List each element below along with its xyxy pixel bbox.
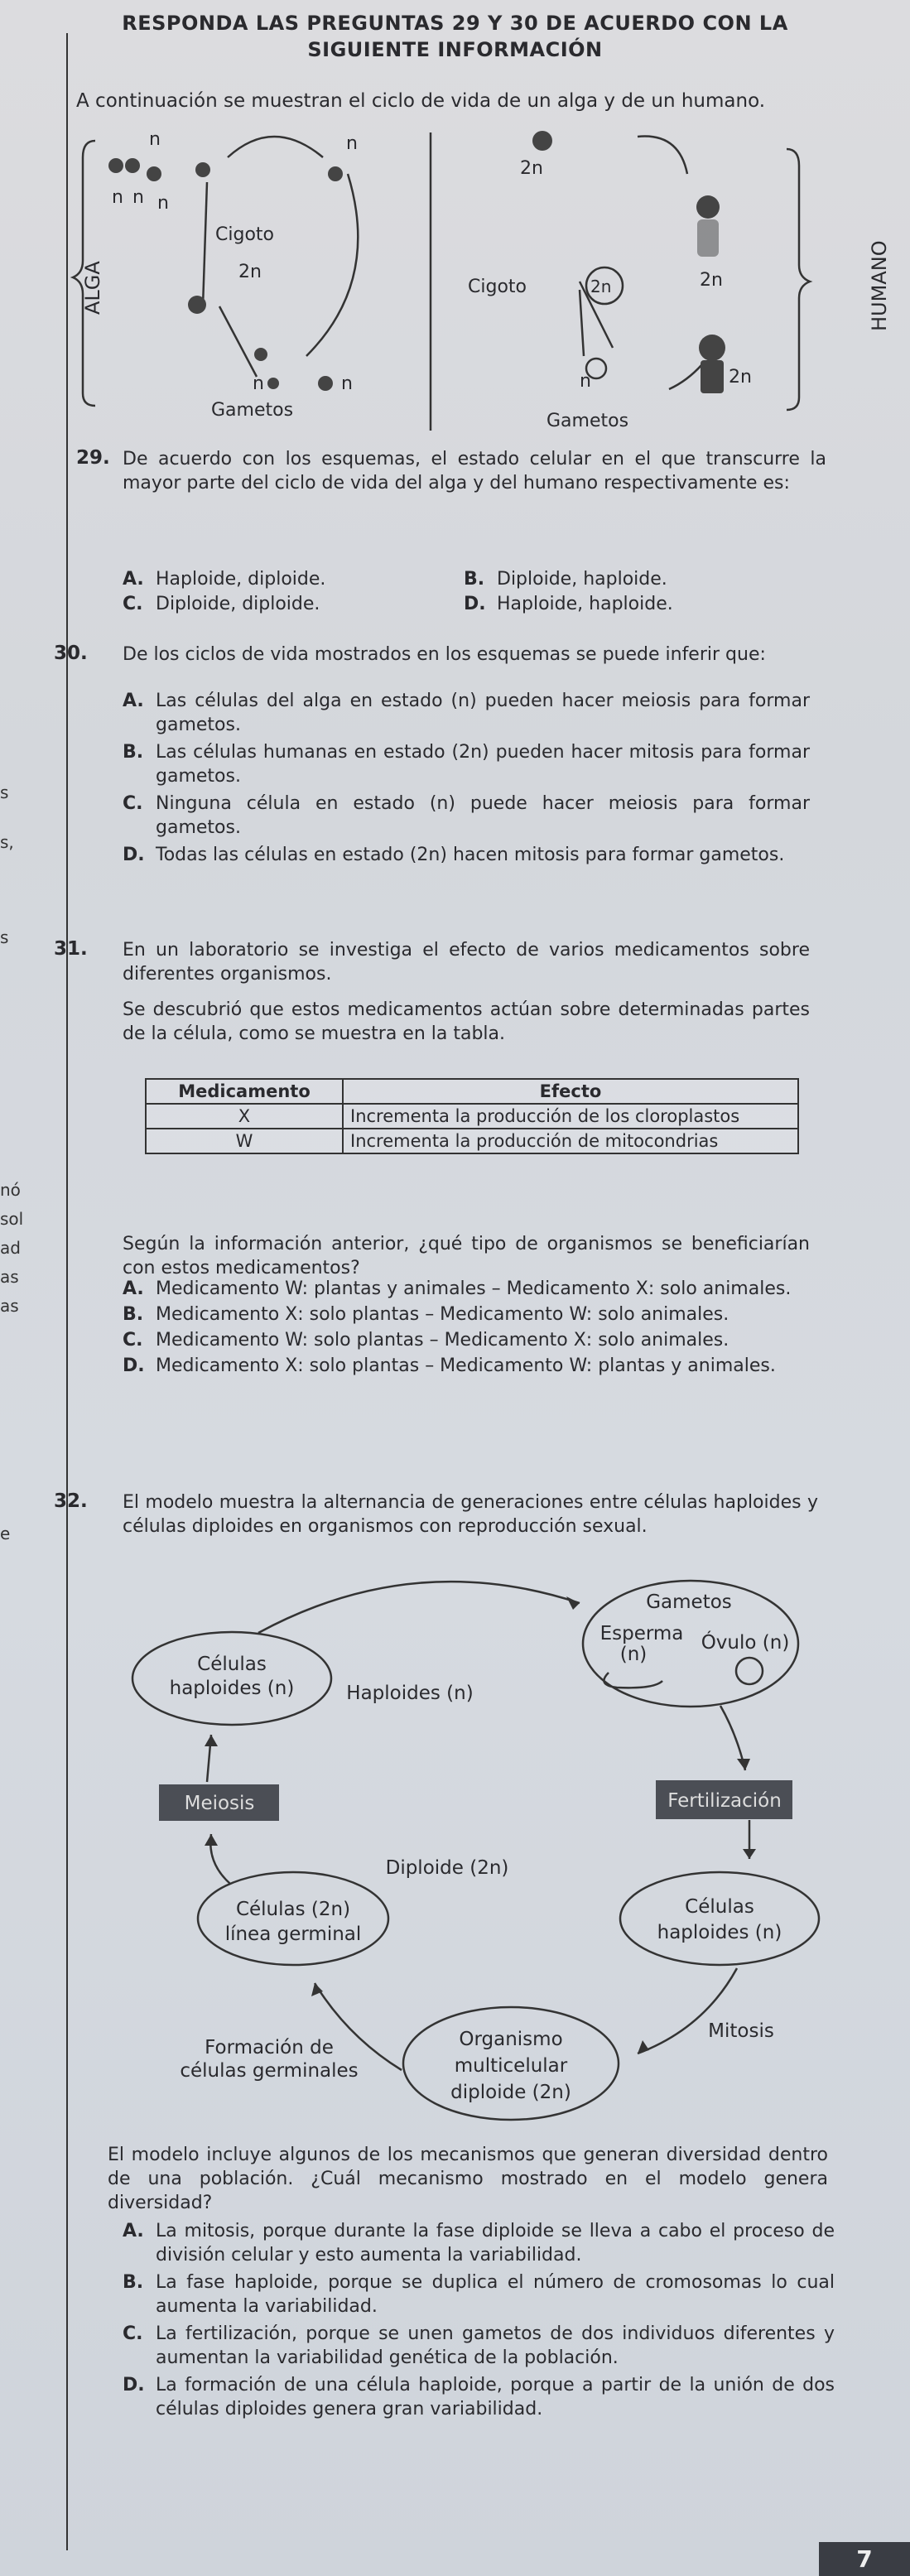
margin-fragment: nó bbox=[0, 1180, 21, 1200]
svg-text:Formación de: Formación de bbox=[205, 2037, 334, 2058]
svg-text:2n: 2n bbox=[700, 270, 723, 291]
alga-gametes-label: Gametos bbox=[211, 400, 294, 421]
q29-option-d[interactable]: D. Haploide, haploide. bbox=[464, 594, 673, 614]
q29-text: De acuerdo con los esquemas, el estado celular en el que transcurre la mayor parte del ciclo de vida del alga y del humano respectivamente es: bbox=[123, 449, 826, 494]
svg-text:haploides (n): haploides (n) bbox=[657, 1922, 782, 1943]
table-header: Efecto bbox=[343, 1079, 798, 1104]
q32-text: El modelo muestra la alternancia de generaciones entre células haploides y células diploides en organismos con reproducción sexual. bbox=[123, 1492, 818, 1537]
q31-options bbox=[123, 1277, 810, 1378]
svg-text:n: n bbox=[341, 373, 353, 394]
human-gametes-label: Gametos bbox=[546, 411, 629, 431]
svg-text:n: n bbox=[132, 187, 144, 208]
margin-fragment: as bbox=[0, 1296, 19, 1316]
margin-fragment: ad bbox=[0, 1238, 21, 1258]
q31-number: 31. bbox=[54, 938, 88, 960]
q31-text: En un laboratorio se investiga el efecto de varios medicamentos sobre diferentes organismos. bbox=[123, 940, 810, 985]
svg-text:Células (2n): Células (2n) bbox=[235, 1899, 351, 1920]
diploid-label: Diploide (2n) bbox=[385, 1857, 509, 1879]
q31-option-a[interactable]: A. Medicamento W: plantas y animales – Medicamento X: solo animales. bbox=[123, 1278, 792, 1299]
alga-arrow bbox=[228, 137, 323, 157]
fertilization-label: Fertilización bbox=[667, 1790, 782, 1812]
svg-text:2n: 2n bbox=[590, 277, 612, 296]
table-row: W Incrementa la producción de mitocondrias bbox=[146, 1129, 798, 1153]
page-number: 7 bbox=[819, 2542, 910, 2576]
life-cycle-diagram bbox=[50, 116, 894, 439]
q30-number: 30. bbox=[54, 643, 88, 664]
q29-option-b[interactable]: B. Diploide, haploide. bbox=[464, 569, 667, 590]
q30-option-d[interactable]: D. Todas las células en estado (2n) hacen mitosis para formar gametos. bbox=[123, 845, 785, 865]
alga-label: ALGA bbox=[81, 261, 104, 315]
svg-text:multicelular: multicelular bbox=[454, 2055, 568, 2077]
table-header: Medicamento bbox=[146, 1079, 343, 1104]
q30-options bbox=[123, 689, 810, 867]
human-zygote-label: Cigoto bbox=[468, 277, 527, 297]
q30-option-c[interactable]: C. Ninguna célula en estado (n) puede hacer meiosis para formar gametos. bbox=[123, 793, 810, 838]
svg-text:células germinales: células germinales bbox=[180, 2060, 359, 2082]
margin-fragment: s, bbox=[0, 832, 14, 852]
q32-question: El modelo incluye algunos de los mecanismos que generan diversidad dentro de una población. ¿Cuál mecanismo mostrado en el modelo genera diversidad? bbox=[108, 2145, 828, 2213]
meiosis-label: Meiosis bbox=[184, 1793, 255, 1814]
haploid-label: Haploides (n) bbox=[346, 1683, 474, 1704]
q31-question: Según la información anterior, ¿qué tipo de organismos se beneficiarían con estos medicamentos? bbox=[123, 1234, 810, 1278]
svg-text:2n: 2n bbox=[729, 367, 752, 388]
q29-option-c[interactable]: C. Diploide, diploide. bbox=[123, 594, 320, 614]
svg-text:haploides (n): haploides (n) bbox=[169, 1678, 295, 1699]
q31-option-d[interactable]: D. Medicamento X: solo plantas – Medicamento W: plantas y animales. bbox=[123, 1355, 776, 1376]
svg-text:Esperma: Esperma bbox=[599, 1623, 684, 1644]
svg-text:2n: 2n bbox=[238, 262, 262, 282]
svg-text:Organismo: Organismo bbox=[459, 2029, 563, 2050]
svg-text:Células: Células bbox=[197, 1654, 267, 1675]
alga-n-top: n bbox=[149, 129, 161, 150]
q32-option-d[interactable]: D. La formación de una célula haploide, porque a partir de la unión de dos células diploides genera gran variabilidad. bbox=[123, 2375, 835, 2420]
q30-option-a[interactable]: A. Las células del alga en estado (n) pueden hacer meiosis para formar gametos. bbox=[123, 691, 810, 735]
q30-option-b[interactable]: B. Las células humanas en estado (2n) pueden hacer mitosis para formar gametos. bbox=[123, 742, 810, 787]
q31-text2: Se descubrió que estos medicamentos actúan sobre determinadas partes de la célula, como se muestra en la tabla. bbox=[123, 999, 810, 1044]
intro-text: A continuación se muestran el ciclo de vida de un alga y de un humano. bbox=[76, 90, 766, 112]
margin-fragment: as bbox=[0, 1267, 19, 1287]
svg-text:n: n bbox=[157, 193, 169, 214]
svg-text:diploide (2n): diploide (2n) bbox=[450, 2082, 571, 2103]
svg-text:n: n bbox=[346, 133, 358, 154]
mitosis-label: Mitosis bbox=[708, 2020, 774, 2042]
q32-option-c[interactable]: C. La fertilización, porque se unen gametos de dos individuos diferentes y aumentan la variabilidad genética de la población. bbox=[123, 2323, 835, 2368]
haploid-cells-ellipse-2 bbox=[620, 1872, 819, 1965]
svg-text:n: n bbox=[580, 371, 591, 392]
svg-text:Óvulo (n): Óvulo (n) bbox=[701, 1632, 790, 1654]
section-title: RESPONDA LAS PREGUNTAS 29 Y 30 DE ACUERDO CON LA bbox=[122, 12, 788, 35]
q32-number: 32. bbox=[54, 1490, 88, 1512]
human-brace bbox=[787, 149, 810, 410]
q31-option-b[interactable]: B. Medicamento X: solo plantas – Medicamento W: solo animales. bbox=[123, 1304, 729, 1325]
margin-fragment: s bbox=[0, 782, 9, 802]
margin-fragment: sol bbox=[0, 1209, 24, 1229]
human-label: HUMANO bbox=[868, 240, 891, 331]
q32-options bbox=[123, 2219, 835, 2421]
q32-option-b[interactable]: B. La fase haploide, porque se duplica el número de cromosomas lo cual aumenta la variabilidad. bbox=[123, 2272, 835, 2317]
svg-text:línea germinal: línea germinal bbox=[224, 1924, 362, 1945]
margin-fragment: s bbox=[0, 927, 9, 947]
generation-cycle-diagram bbox=[0, 1557, 910, 2136]
svg-text:Células: Células bbox=[685, 1896, 754, 1918]
q31-option-c[interactable]: C. Medicamento W: solo plantas – Medicamento X: solo animales. bbox=[123, 1330, 729, 1351]
q30-text: De los ciclos de vida mostrados en los esquemas se puede inferir que: bbox=[123, 644, 766, 665]
section-title-2: SIGUIENTE INFORMACIÓN bbox=[307, 38, 603, 61]
q32-option-a[interactable]: A. La mitosis, porque durante la fase diploide se lleva a cabo el proceso de división celular y esto aumenta la variabilidad. bbox=[123, 2221, 835, 2265]
svg-text:n: n bbox=[253, 373, 264, 394]
q29-number: 29. bbox=[76, 447, 110, 469]
svg-text:(n): (n) bbox=[619, 1644, 648, 1665]
svg-text:n: n bbox=[112, 187, 123, 208]
q29-option-a[interactable]: A. Haploide, diploide. bbox=[123, 569, 326, 590]
table-row: X Incrementa la producción de los cloroplastos bbox=[146, 1104, 798, 1129]
alga-zygote-label: Cigoto bbox=[215, 224, 274, 245]
medication-table bbox=[145, 1078, 799, 1154]
svg-text:Gametos: Gametos bbox=[646, 1591, 732, 1613]
svg-text:2n: 2n bbox=[520, 158, 543, 179]
margin-fragment: e bbox=[0, 1524, 11, 1543]
